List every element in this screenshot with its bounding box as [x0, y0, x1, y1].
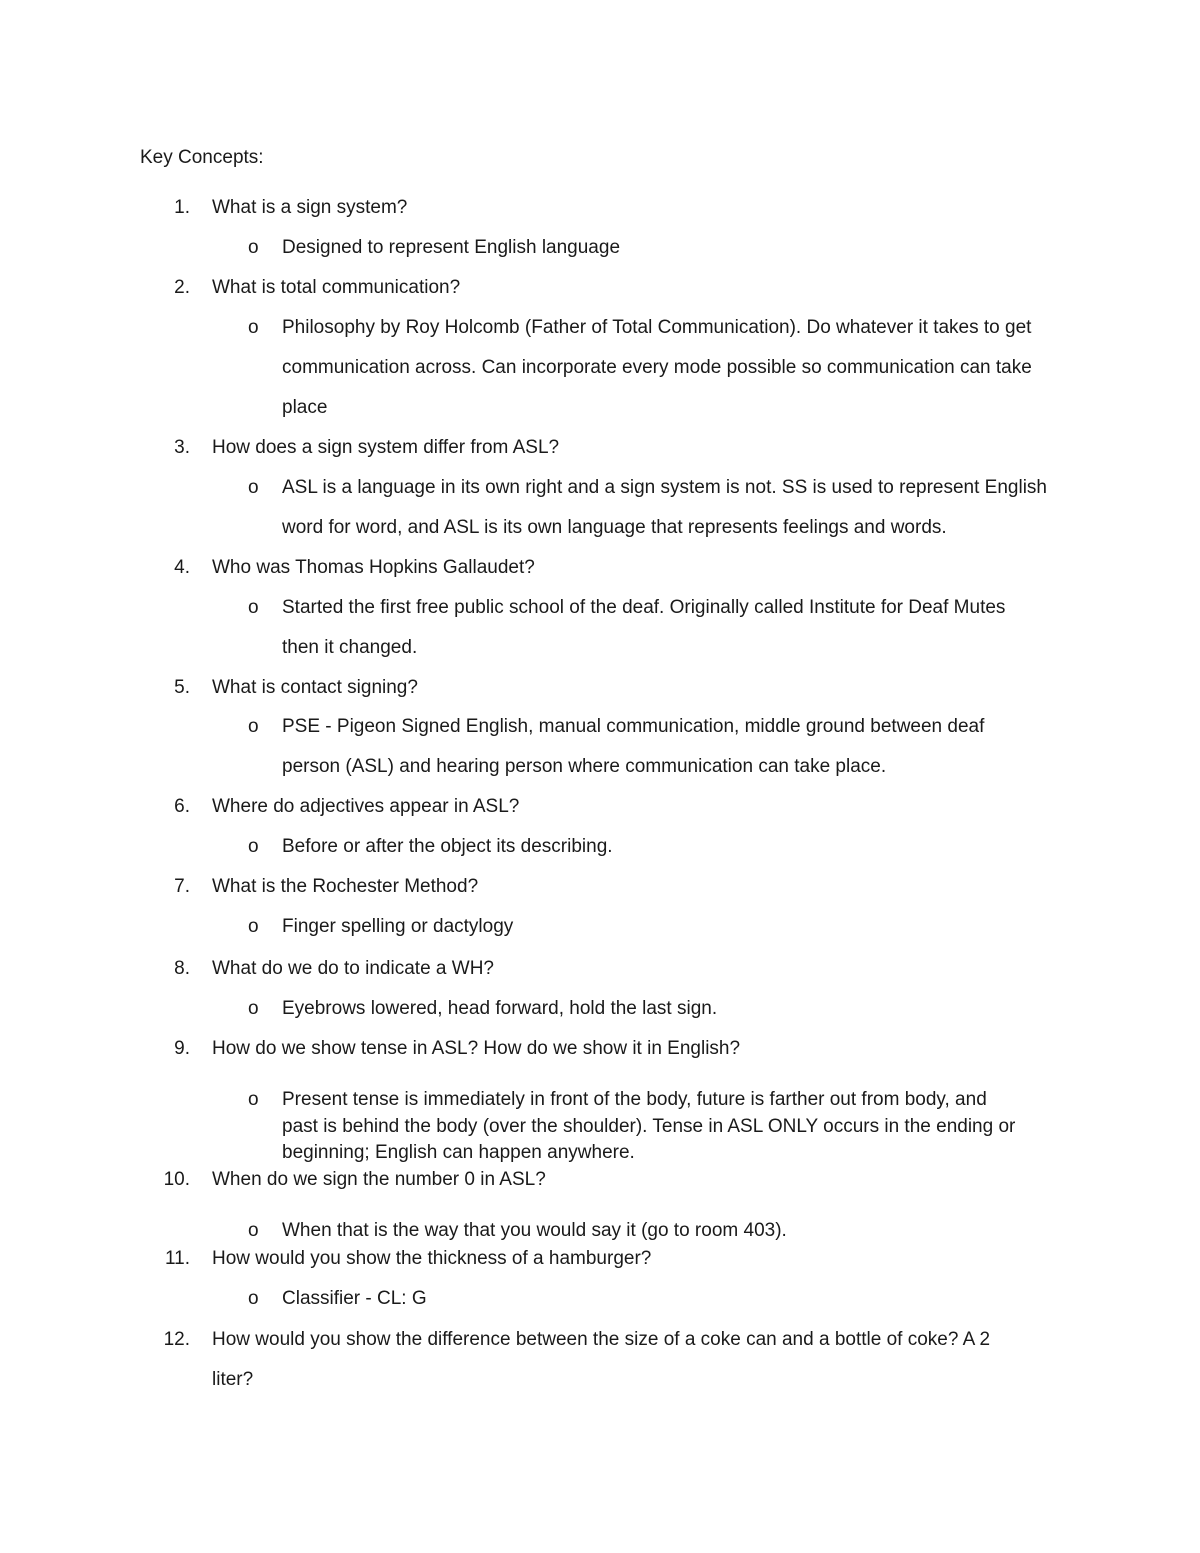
- bullet-icon: o: [248, 317, 259, 338]
- bullet-icon: o: [248, 998, 259, 1019]
- bullet-icon: o: [248, 1089, 259, 1110]
- question-text: What is a sign system?: [212, 197, 408, 218]
- answer-text: Finger spelling or dactylogy: [282, 916, 514, 937]
- bullet-icon: o: [248, 477, 259, 498]
- question-text: What is total communication?: [212, 277, 461, 298]
- answer-text: word for word, and ASL is its own language that represents feelings and words.: [282, 517, 947, 538]
- question-text: When do we sign the number 0 in ASL?: [212, 1169, 546, 1190]
- page-heading: Key Concepts:: [140, 147, 264, 168]
- bullet-icon: o: [248, 1288, 259, 1309]
- answer-text: When that is the way that you would say it (go to room 403).: [282, 1220, 787, 1241]
- answer-text: then it changed.: [282, 637, 418, 658]
- answer-text: Philosophy by Roy Holcomb (Father of Total Communication). Do whatever it takes to get: [282, 317, 1032, 338]
- item-number: 5.: [174, 677, 190, 698]
- answer-text: place: [282, 397, 328, 418]
- answer-text: past is behind the body (over the shoulder). Tense in ASL ONLY occurs in the ending or: [282, 1116, 1016, 1137]
- question-text: What is the Rochester Method?: [212, 876, 479, 897]
- question-text: How would you show the thickness of a hamburger?: [212, 1248, 652, 1269]
- bullet-icon: o: [248, 1220, 259, 1241]
- answer-text: Designed to represent English language: [282, 237, 621, 258]
- item-number: 12.: [163, 1329, 190, 1350]
- item-number: 2.: [174, 277, 190, 298]
- answer-text: Started the first free public school of the deaf. Originally called Institute for Deaf Mutes: [282, 597, 1006, 618]
- question-text-continued: liter?: [212, 1369, 254, 1390]
- item-number: 9.: [174, 1038, 190, 1059]
- bullet-icon: o: [248, 716, 259, 737]
- item-number: 3.: [174, 437, 190, 458]
- bullet-icon: o: [248, 916, 259, 937]
- question-text: What do we do to indicate a WH?: [212, 958, 494, 979]
- item-number: 6.: [174, 796, 190, 817]
- item-number: 7.: [174, 876, 190, 897]
- question-text: What is contact signing?: [212, 677, 418, 698]
- answer-text: Eyebrows lowered, head forward, hold the last sign.: [282, 998, 718, 1019]
- answer-text: communication across. Can incorporate every mode possible so communication can take: [282, 357, 1032, 378]
- item-number: 10.: [163, 1169, 190, 1190]
- answer-text: ASL is a language in its own right and a sign system is not. SS is used to represent English: [282, 477, 1047, 498]
- answer-text: Present tense is immediately in front of the body, future is farther out from body, and: [282, 1089, 987, 1110]
- answer-text: Before or after the object its describing.: [282, 836, 613, 857]
- question-text: Where do adjectives appear in ASL?: [212, 796, 520, 817]
- question-text: Who was Thomas Hopkins Gallaudet?: [212, 557, 535, 578]
- answer-text: person (ASL) and hearing person where communication can take place.: [282, 756, 887, 777]
- question-text: How would you show the difference between the size of a coke can and a bottle of coke? A 2: [212, 1329, 991, 1350]
- question-text: How do we show tense in ASL? How do we show it in English?: [212, 1038, 741, 1059]
- bullet-icon: o: [248, 597, 259, 618]
- answer-text: Classifier - CL: G: [282, 1288, 427, 1309]
- bullet-icon: o: [248, 836, 259, 857]
- question-text: How does a sign system differ from ASL?: [212, 437, 560, 458]
- answer-text: PSE - Pigeon Signed English, manual communication, middle ground between deaf: [282, 716, 985, 737]
- answer-text: beginning; English can happen anywhere.: [282, 1142, 635, 1163]
- item-number: 1.: [174, 197, 190, 218]
- item-number: 11.: [164, 1248, 190, 1269]
- bullet-icon: o: [248, 237, 259, 258]
- item-number: 4.: [174, 557, 190, 578]
- item-number: 8.: [174, 958, 190, 979]
